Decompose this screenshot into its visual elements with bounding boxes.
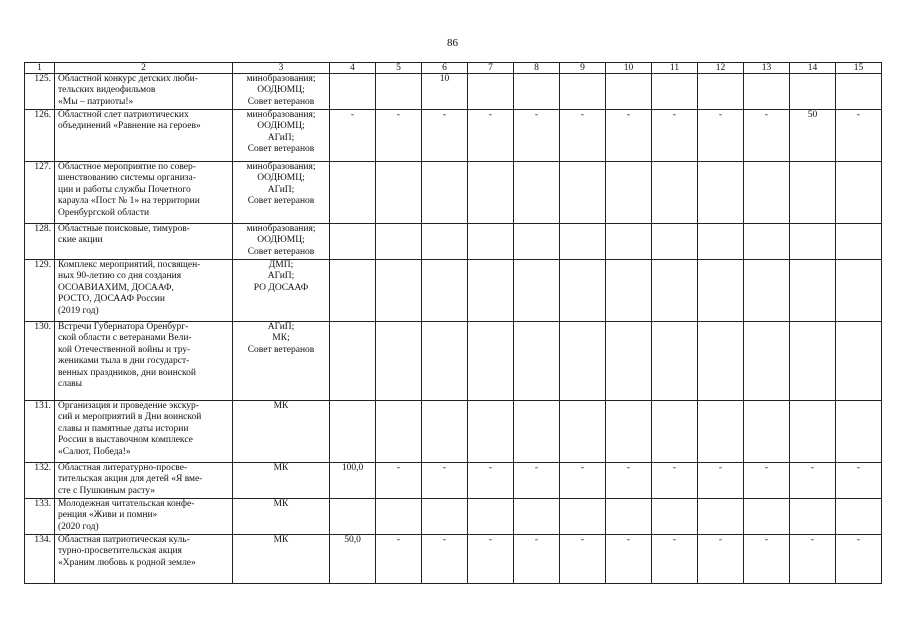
executor-line: минобразования; [246,162,316,172]
value-cell: - [376,535,422,584]
value-cell: - [744,110,790,162]
value-cell [376,401,422,463]
value-cell: - [744,463,790,499]
event-name-line: караула «Пост № 1» на территории [58,196,200,207]
value-cell [836,322,882,401]
value-cell [606,74,652,110]
value-cell [790,401,836,463]
value-cell [468,401,514,463]
executors [233,224,330,260]
row-number: 131. [25,401,55,463]
event-name [55,322,233,401]
event-name [55,74,233,110]
executors [233,322,330,401]
value-cell [422,224,468,260]
event-name [55,162,233,224]
value-cell [652,499,698,535]
executor-line: Совет ветеранов [247,96,315,107]
value-cell: - [698,110,744,162]
executor-line: МК; [272,333,290,344]
value-cell [330,224,376,260]
executors [233,74,330,110]
column-header: 1 [25,63,55,74]
executor-line: АГиП; [267,322,295,332]
value-cell [698,401,744,463]
executor-line: АГиП; [267,184,295,195]
table-row [25,162,882,224]
value-cell: - [744,535,790,584]
value-cell: 10 [422,74,468,110]
value-cell [606,260,652,322]
executors [233,535,330,584]
event-name-line: шенствованию системы организа- [58,173,196,184]
row-number: 129. [25,260,55,322]
value-cell: - [698,535,744,584]
value-cell [652,162,698,224]
value-cell [330,74,376,110]
value-cell [744,162,790,224]
column-header: 4 [330,63,376,74]
value-cell [652,224,698,260]
value-cell [514,224,560,260]
event-name [55,260,233,322]
event-name-line: Молодежная читательская конфе- [58,499,195,509]
value-cell [698,74,744,110]
event-name-line: Областная литературно-просве- [58,463,188,473]
value-cell [790,224,836,260]
value-cell [514,74,560,110]
executor-line: минобразования; [246,74,316,84]
event-name-line: ОСОАВИАХИМ, ДОСААФ, [58,282,174,293]
executor-line: РО ДОСААФ [253,282,309,293]
value-cell: - [468,110,514,162]
table-row [25,401,882,463]
value-cell: - [606,463,652,499]
value-cell [560,260,606,322]
row-number: 128. [25,224,55,260]
value-cell [468,74,514,110]
executor-line: Совет ветеранов [247,246,315,257]
value-cell: - [698,463,744,499]
value-cell [468,260,514,322]
value-cell [744,224,790,260]
executors [233,260,330,322]
value-cell [836,162,882,224]
value-cell: - [514,535,560,584]
value-cell: - [560,110,606,162]
column-header: 6 [422,63,468,74]
value-cell [560,499,606,535]
plan-table [24,62,882,584]
event-name-line: ции и работы службы Почетного [58,184,191,195]
value-cell [744,74,790,110]
event-name-line: славы [58,379,83,390]
event-name-line: сий и мероприятий в Дни воинской [58,412,202,423]
executor-line: МК [273,463,289,473]
row-number: 127. [25,162,55,224]
value-cell [514,322,560,401]
value-cell: - [652,463,698,499]
executor-line: Совет ветеранов [247,144,315,155]
event-name [55,499,233,535]
value-cell [376,74,422,110]
column-header: 13 [744,63,790,74]
value-cell: - [836,463,882,499]
value-cell [744,260,790,322]
event-name-line: Областной конкурс детских люби- [58,74,198,84]
value-cell: - [790,535,836,584]
value-cell [790,260,836,322]
value-cell [698,162,744,224]
event-name-line: Областное мероприятие по совер- [58,162,196,172]
value-cell [560,224,606,260]
value-cell [744,322,790,401]
event-name-line: Областная патриотическая куль- [58,535,190,545]
value-cell [468,322,514,401]
value-cell [330,401,376,463]
value-cell [836,224,882,260]
column-header: 11 [652,63,698,74]
executor-line: ООДЮМЦ; [257,173,305,184]
value-cell [606,499,652,535]
row-number: 132. [25,463,55,499]
value-cell [560,162,606,224]
value-cell [468,499,514,535]
event-name-line: турно-просветительская акция [58,546,182,557]
column-header: 15 [836,63,882,74]
table-row [25,499,882,535]
event-name-line: объединений «Равнение на героев» [58,121,201,132]
value-cell: - [422,110,468,162]
value-cell [836,401,882,463]
executor-line: АГиП; [267,271,295,282]
executor-line: ООДЮМЦ; [257,235,305,246]
event-name-line: венных праздников, дни воинской [58,367,196,378]
column-header: 9 [560,63,606,74]
value-cell [790,162,836,224]
value-cell [376,260,422,322]
event-name [55,224,233,260]
value-cell: - [376,463,422,499]
event-name-line: Оренбургской области [58,207,150,218]
event-name-line: Организация и проведение экскур- [58,401,199,411]
value-cell [698,224,744,260]
event-name-line: «Храним любовь к родной земле» [58,557,196,568]
column-header: 14 [790,63,836,74]
value-cell: - [514,110,560,162]
event-name-line: РОСТО, ДОСААФ России [58,294,165,305]
value-cell [422,260,468,322]
event-name-line: «Салют, Победа!» [58,446,131,457]
event-name-line: кой Отечественной войны и тру- [58,344,191,355]
event-name-line: России в выставочном комплексе [58,435,193,446]
event-name-line: ренция «Живи и помни» [58,510,158,521]
value-cell [652,322,698,401]
executor-line: Совет ветеранов [247,344,315,355]
value-cell [698,322,744,401]
event-name-line: жениками тыла в дни государст- [58,356,190,367]
value-cell [376,162,422,224]
value-cell: 50 [790,110,836,162]
value-cell: - [652,535,698,584]
value-cell: - [330,110,376,162]
value-cell [514,162,560,224]
executors [233,499,330,535]
executor-line: ДМП; [268,260,294,270]
value-cell [330,162,376,224]
executors [233,110,330,162]
executor-line: ООДЮМЦ; [257,121,305,132]
event-name [55,401,233,463]
value-cell: 50,0 [330,535,376,584]
row-number: 133. [25,499,55,535]
value-cell [744,401,790,463]
value-cell [744,499,790,535]
row-number: 126. [25,110,55,162]
event-name-line: ской области с ветеранами Вели- [58,333,192,344]
executor-line: ООДЮМЦ; [257,85,305,96]
value-cell: - [836,535,882,584]
table-row [25,463,882,499]
value-cell: - [836,110,882,162]
value-cell [560,74,606,110]
value-cell [376,224,422,260]
executor-line: МК [273,535,289,545]
value-cell [790,499,836,535]
executor-line: МК [273,401,289,411]
value-cell [330,322,376,401]
value-cell: - [790,463,836,499]
value-cell [376,499,422,535]
event-name-line: Комплекс мероприятий, посвящен- [58,260,201,270]
event-name-line: сте с Пушкиным расту» [58,485,155,496]
value-cell [652,74,698,110]
value-cell [698,260,744,322]
event-name-line: Встречи Губернатора Оренбург- [58,322,189,332]
value-cell [560,401,606,463]
value-cell: - [514,463,560,499]
table-row [25,260,882,322]
value-cell [422,401,468,463]
event-name-line: (2019 год) [58,305,99,316]
event-name-line: «Мы – патриоты!» [58,96,134,107]
value-cell: - [560,463,606,499]
value-cell [422,322,468,401]
event-name-line: ские акции [58,235,103,246]
value-cell: - [606,110,652,162]
value-cell [836,74,882,110]
table-row [25,110,882,162]
value-cell [330,499,376,535]
column-header: 8 [514,63,560,74]
value-cell: - [422,463,468,499]
column-header: 10 [606,63,652,74]
value-cell [468,224,514,260]
value-cell [422,162,468,224]
value-cell: - [468,463,514,499]
event-name-line: тельских видеофильмов [58,85,156,96]
value-cell [560,322,606,401]
value-cell: - [652,110,698,162]
value-cell [514,499,560,535]
executors [233,401,330,463]
value-cell: - [468,535,514,584]
value-cell [790,74,836,110]
column-header: 12 [698,63,744,74]
value-cell [698,499,744,535]
column-header: 5 [376,63,422,74]
value-cell [606,322,652,401]
event-name [55,463,233,499]
row-number: 125. [25,74,55,110]
executors [233,162,330,224]
value-cell [514,260,560,322]
value-cell: - [376,110,422,162]
value-cell [652,401,698,463]
value-cell [468,162,514,224]
value-cell [606,224,652,260]
value-cell [606,162,652,224]
executors [233,463,330,499]
table-row [25,74,882,110]
value-cell [836,260,882,322]
executor-line: АГиП; [267,132,295,143]
column-header: 2 [55,63,233,74]
value-cell [330,260,376,322]
value-cell: - [560,535,606,584]
table-row [25,322,882,401]
column-header-row [25,63,882,74]
executor-line: МК [273,499,289,509]
event-name [55,535,233,584]
value-cell [514,401,560,463]
value-cell [422,499,468,535]
value-cell [376,322,422,401]
column-header: 3 [233,63,330,74]
value-cell: - [606,535,652,584]
value-cell [836,499,882,535]
column-header: 7 [468,63,514,74]
page-number: 86 [447,37,458,49]
event-name-line: ных 90-летию со дня создания [58,271,182,282]
value-cell [652,260,698,322]
table-row [25,535,882,584]
executor-line: минобразования; [246,110,316,120]
row-number: 134. [25,535,55,584]
value-cell: 100,0 [330,463,376,499]
event-name-line: Областные поисковые, тимуров- [58,224,190,234]
row-number: 130. [25,322,55,401]
table-row [25,224,882,260]
value-cell [606,401,652,463]
value-cell [790,322,836,401]
event-name-line: славы и памятные даты истории [58,423,189,434]
executor-line: минобразования; [246,224,316,234]
executor-line: Совет ветеранов [247,196,315,207]
event-name-line: (2020 год) [58,521,99,532]
event-name-line: тительская акция для детей «Я вме- [58,474,203,485]
value-cell: - [422,535,468,584]
event-name [55,110,233,162]
event-name-line: Областной слет патриотических [58,110,189,120]
